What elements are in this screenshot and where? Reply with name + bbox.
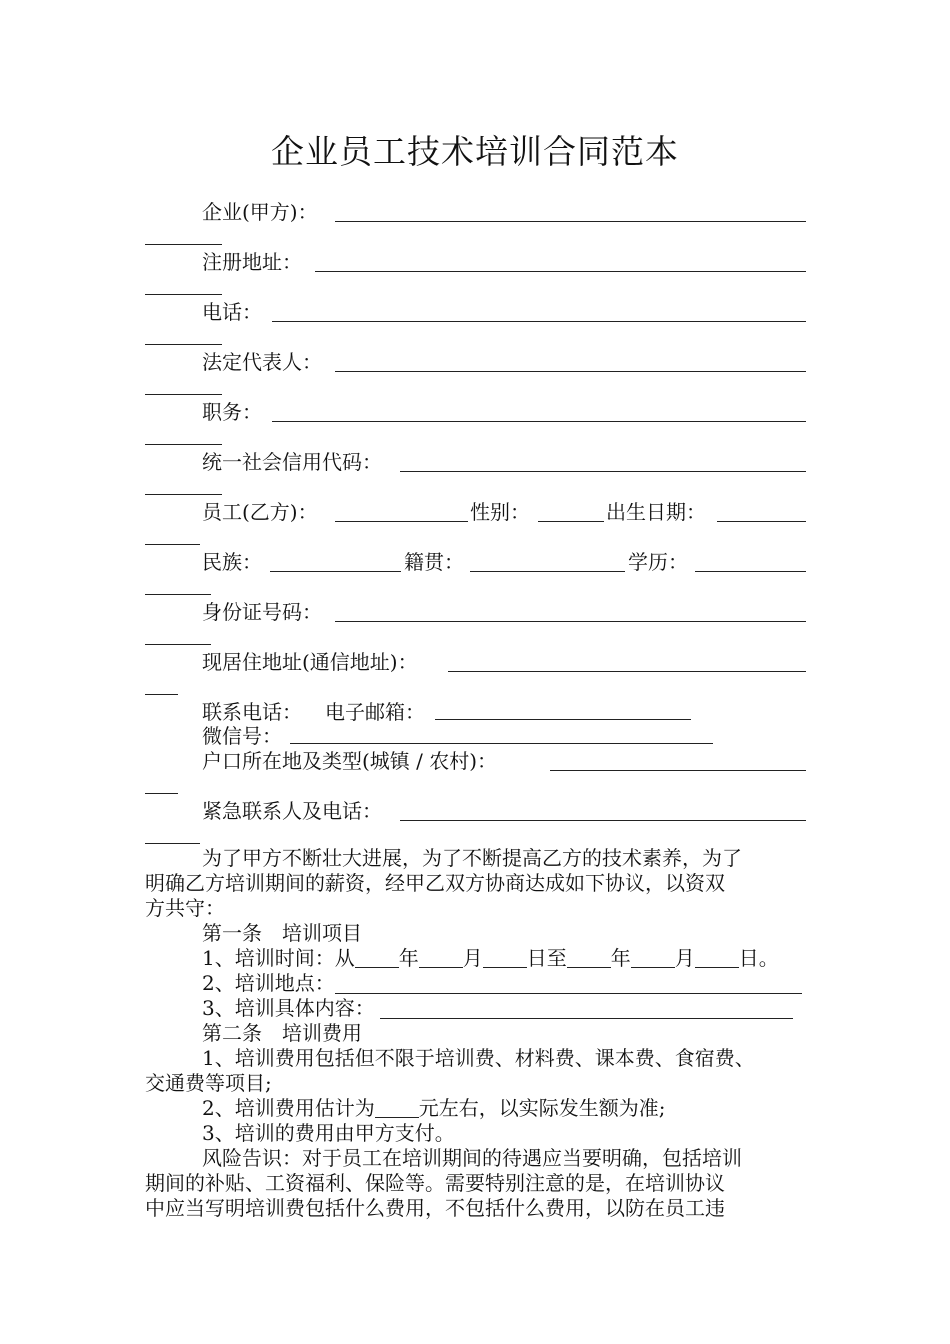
document-title: 企业员工技术培训合同范本 <box>271 132 679 171</box>
risk-line-2: 期间的补贴、工资福利、保险等。需要特别注意的是，在培训协议 <box>145 1171 725 1195</box>
label-contact-phone: 联系电话： <box>202 700 302 724</box>
reg-address-blank-cont <box>145 294 222 295</box>
label-wechat: 微信号： <box>202 724 282 748</box>
intro-line-3: 方共守： <box>145 896 225 920</box>
label-birth-date: 出生日期： <box>606 500 706 524</box>
end-month-blank[interactable] <box>631 947 675 968</box>
label-hukou: 户口所在地及类型(城镇 / 农村)： <box>202 749 498 773</box>
start-month-blank[interactable] <box>419 947 463 968</box>
label-emergency: 紧急联系人及电话： <box>202 799 382 823</box>
position-blank-cont <box>145 444 222 445</box>
end-year-blank[interactable] <box>567 947 611 968</box>
label-native-place: 籍贯： <box>404 550 464 574</box>
birth-date-blank-cont <box>145 544 200 545</box>
start-year-blank[interactable] <box>355 947 399 968</box>
location-blank[interactable] <box>335 993 802 994</box>
id-number-blank-cont <box>145 644 211 645</box>
day-to-label: 日至 <box>526 946 567 970</box>
label-address: 现居住地址(通信地址)： <box>202 650 418 674</box>
year-label-2: 年 <box>610 946 631 970</box>
phone-blank-cont <box>145 344 222 345</box>
intro-line-1: 为了甲方不断壮大进展，为了不断提高乙方的技术素养，为了 <box>202 846 742 870</box>
label-party-a: 企业(甲方)： <box>202 200 318 224</box>
label-education: 学历： <box>628 550 688 574</box>
education-blank-cont <box>145 594 211 595</box>
location-label: 2、培训地点： <box>202 971 335 995</box>
label-phone: 电话： <box>202 300 262 324</box>
address-blank[interactable] <box>448 671 806 672</box>
id-number-blank[interactable] <box>335 621 806 622</box>
party-a-blank-cont <box>145 244 222 245</box>
article-2-heading: 第二条 培训费用 <box>202 1021 362 1045</box>
legal-rep-blank-cont <box>145 394 222 395</box>
label-party-b: 员工(乙方)： <box>202 500 318 524</box>
native-place-blank[interactable] <box>470 571 625 572</box>
label-legal-rep: 法定代表人： <box>202 350 322 374</box>
fee-2-suffix: 元左右，以实际发生额为准; <box>418 1096 666 1120</box>
gender-blank[interactable] <box>538 521 604 522</box>
party-a-blank[interactable] <box>335 221 806 222</box>
training-time-line <box>202 946 779 971</box>
emergency-blank-cont <box>145 843 200 844</box>
education-blank[interactable] <box>695 571 806 572</box>
credit-code-blank[interactable] <box>400 471 806 472</box>
address-blank-cont <box>145 694 178 695</box>
reg-address-blank[interactable] <box>315 271 806 272</box>
email-blank[interactable] <box>435 719 691 720</box>
label-position: 职务： <box>202 400 262 424</box>
label-id-number: 身份证号码： <box>202 600 322 624</box>
risk-line-3: 中应当写明培训费包括什么费用，不包括什么费用，以防在员工违 <box>145 1196 725 1220</box>
fee-1-line-2: 交通费等项目; <box>145 1071 272 1095</box>
training-time-label: 1、培训时间：从 <box>202 946 355 970</box>
article-1-heading: 第一条 培训项目 <box>202 921 362 945</box>
hukou-blank[interactable] <box>550 770 806 771</box>
wechat-blank[interactable] <box>290 743 713 744</box>
position-blank[interactable] <box>272 421 806 422</box>
start-day-blank[interactable] <box>483 947 527 968</box>
label-credit-code: 统一社会信用代码： <box>202 450 382 474</box>
label-gender: 性别： <box>470 500 530 524</box>
emergency-blank[interactable] <box>400 820 806 821</box>
label-email: 电子邮箱： <box>325 700 425 724</box>
credit-code-blank-cont <box>145 494 222 495</box>
content-blank[interactable] <box>380 1018 793 1019</box>
legal-rep-blank[interactable] <box>335 371 806 372</box>
fee-amount-blank[interactable] <box>375 1097 419 1118</box>
ethnicity-blank[interactable] <box>270 571 401 572</box>
party-b-blank[interactable] <box>335 521 468 522</box>
year-label: 年 <box>398 946 419 970</box>
end-day-blank[interactable] <box>695 947 739 968</box>
risk-line-1: 风险告识：对于员工在培训期间的待遇应当要明确，包括培训 <box>202 1146 742 1170</box>
phone-blank[interactable] <box>272 321 806 322</box>
content-label: 3、培训具体内容： <box>202 996 375 1020</box>
birth-date-blank[interactable] <box>717 521 806 522</box>
fee-2-label: 2、培训费用估计为 <box>202 1096 375 1120</box>
fee-3-line: 3、培训的费用由甲方支付。 <box>202 1121 455 1145</box>
fee-1-line-1: 1、培训费用包括但不限于培训费、材料费、课本费、食宿费、 <box>202 1046 755 1070</box>
month-label: 月 <box>462 946 483 970</box>
intro-line-2: 明确乙方培训期间的薪资，经甲乙双方协商达成如下协议，以资双 <box>145 871 725 895</box>
fee-2-line <box>202 1096 665 1121</box>
label-reg-address: 注册地址： <box>202 250 302 274</box>
day-label: 日。 <box>738 946 779 970</box>
month-label-2: 月 <box>674 946 695 970</box>
hukou-blank-cont <box>145 793 178 794</box>
label-ethnicity: 民族： <box>202 550 262 574</box>
